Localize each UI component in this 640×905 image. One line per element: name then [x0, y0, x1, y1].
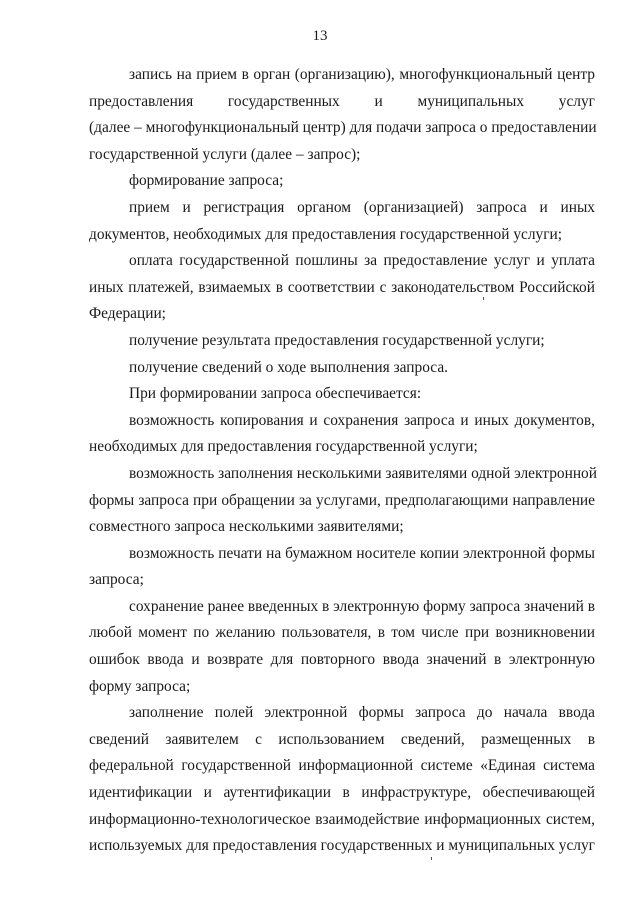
- paragraph: [89, 328, 595, 355]
- text-line: возможность заполнения несколькими заявителями одной электронной: [129, 464, 597, 482]
- text-line: иных платежей, взимаемых в соответствии с законодательством Российской: [89, 278, 595, 296]
- paragraph: [89, 541, 595, 594]
- text-line: совместного запроса несколькими заявителями;: [89, 518, 404, 536]
- text-line: идентификации и аутентификации в инфраструктуре, обеспечивающей: [89, 784, 595, 802]
- text-line: оплата государственной пошлины за предоставление услуг и уплата: [129, 252, 595, 270]
- paragraph: [89, 62, 595, 168]
- text-line: (далее – многофункциональный центр) для подачи запроса о предоставлении: [89, 119, 597, 137]
- paragraph: [89, 355, 595, 382]
- page-number: 13: [312, 28, 328, 44]
- text-line: федеральной государственной информационной системе «Единая система: [89, 757, 595, 775]
- text-line: запись на прием в орган (организацию), многофункциональный центр: [129, 66, 595, 83]
- text-line: предоставления государственных и муниципальных услуг: [89, 92, 595, 110]
- text-line: формы запроса при обращении за услугами, предполагающими направление: [89, 491, 595, 509]
- text-line: прием и регистрация органом (организацией) запроса и иных: [129, 198, 595, 216]
- text-line: необходимых для предоставления государственной услуги;: [89, 438, 478, 456]
- text-line: любой момент по желанию пользователя, в том числе при возникновении: [89, 624, 595, 642]
- text-line: получение сведений о ходе выполнения запроса.: [129, 358, 448, 376]
- paragraph: [89, 248, 595, 328]
- paragraph: [89, 594, 595, 700]
- text-line: заполнение полей электронной формы запроса до начала ввода: [129, 704, 595, 722]
- paragraph: [89, 700, 595, 860]
- text-line: При формировании запроса обеспечивается:: [129, 385, 422, 403]
- text-line: сохранение ранее введенных в электронную форму запроса значений в: [129, 597, 595, 615]
- text-line: возможность копирования и сохранения запроса и иных документов,: [129, 411, 595, 429]
- text-line: документов, необходимых для предоставления государственной услуги;: [89, 225, 563, 243]
- paragraph: [89, 195, 595, 248]
- paragraph: [89, 381, 595, 408]
- text-line: ошибок ввода и возврате для повторного ввода значений в электронную: [89, 651, 595, 669]
- document-body: [89, 62, 595, 860]
- scan-speck: [483, 297, 484, 300]
- text-line: государственной услуги (далее – запрос);: [89, 145, 361, 163]
- text-line: формирование запроса;: [129, 172, 284, 190]
- text-line: возможность печати на бумажном носителе копии электронной формы: [129, 544, 595, 562]
- paragraph: [89, 168, 595, 195]
- text-line: получение результата предоставления государственной услуги;: [129, 331, 545, 349]
- text-line: форму запроса;: [89, 677, 191, 695]
- text-line: информационно-технологическое взаимодействие информационных систем,: [89, 810, 595, 828]
- text-line: используемых для предоставления государственных и муниципальных услуг: [89, 837, 595, 855]
- paragraph: [89, 461, 595, 541]
- text-line: сведений заявителем с использованием сведений, размещенных в: [89, 730, 595, 748]
- text-line: Федерации;: [89, 305, 166, 323]
- scan-speck: [431, 857, 432, 860]
- paragraph: [89, 408, 595, 461]
- text-line: запроса;: [89, 571, 144, 589]
